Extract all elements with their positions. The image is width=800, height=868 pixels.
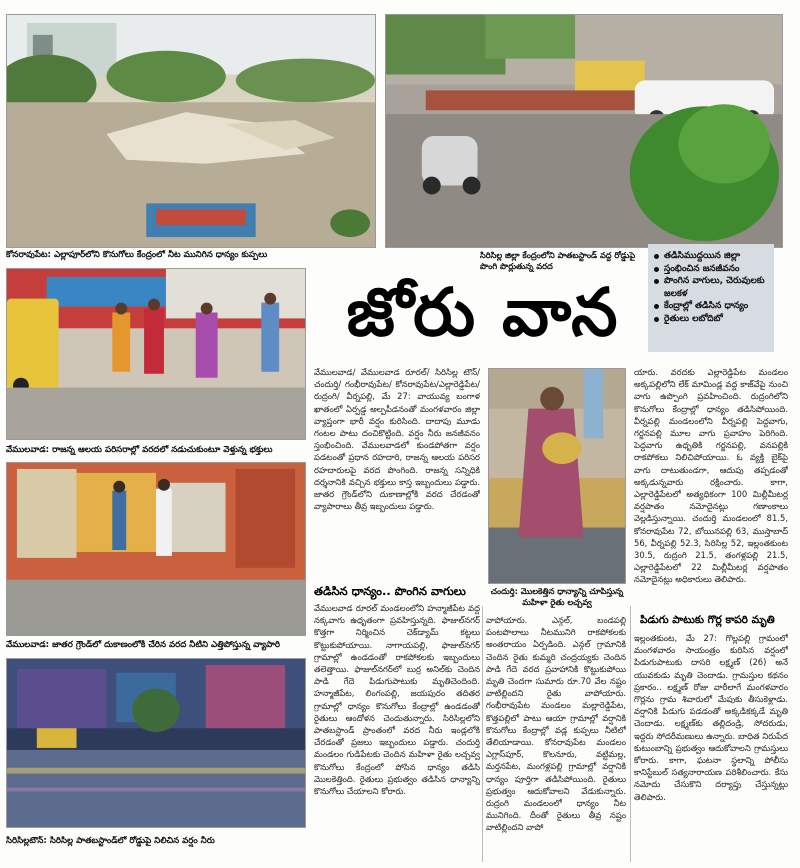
- caption-photo-1: కోనరావుపేట: ఎల్లాపూర్‌లోని కొనుగోలు కేంద్రంలో నీట మునిగిన ధాన్యం కుప్పలు: [6, 250, 268, 260]
- caption-photo-2: సిరిసిల్ల జిల్లా కేంద్రంలోని పాతబస్టాండ్ వద్ద రోడ్డుపై పొంగి పొర్లుతున్న వరద: [480, 250, 636, 271]
- article-paragraph: యారు. వరదకు ఎల్లారెడ్డిపేట మండలం అక్కపల్లిలోని లేక్ మామిండ్ల వద్ద కాజ్‌వేపై నుంచి వాగు ఉప్పొంగి ప్రవహించింది. రుద్రంగిలోని కొనుగోలు కేంద్రాల్లో ధాన్యం తడిసిపోయింది. వీర్నపల్లి మండలంలోని వీర్నపల్లి పెద్దవాగు, గర్జనపల్లి మూల వాగు ప్రవాహం పెరిగింది. పెద్దవాగు ఉధృతికి గర్జనపల్లి, వనపల్లికి రాకపోకలు నిలిచిపోయాయి. ఓ వ్యక్తి బైక్‌పై వాగు దాటుతుండగా, ఆదుపు తప్పడంతో అక్కడున్నవారు రక్షించారు. కాగా, ఎల్లారెడ్డిపేటలో అత్యధికంగా 100 మిల్లీమీటర్ల వర్షపాతం నమోదైనట్లు గణాంకాలు వెల్లడిస్తున్నాయి. చందుర్తి మండలంలో 81.5, కోనరావుపేట 72, బోయినపల్లి 63, ముస్తాబాద్ 56, వీర్నపల్లి 52.3, సిరిసిల్ల 52, ఇల్లంతకుంట 30.5, రుద్రంగి 21.5, తంగళ్లపల్లి 21.5, ఎల్లారెడ్డిపేటలో 22 మిల్లీమీటర్ల వర్షపాతం నమోదైనట్లు అధికారులు తెలిపారు.: [634, 367, 788, 585]
- photo-night-flood-busstand: [6, 658, 306, 828]
- highlight-item: కేంద్రాల్లో తడిసిన ధాన్యం: [654, 300, 770, 313]
- highlights-box: [648, 244, 774, 352]
- caption-photo-4: వేములవాడ: జాతర గ్రౌండ్‌లో దుకాణంలోకి చేరిన వరద నీటిని ఎత్తిపోస్తున్న వ్యాపారి: [6, 640, 280, 650]
- caption-photo-3: వేములవాడ: రాజన్న ఆలయ పరిసరాల్లో వరదలో నడుచుకుంటూ వెళ్తున్న భక్తులు: [6, 445, 273, 455]
- article-paragraph: ఇల్లంతకుంట, మే 27: గొల్లపల్లి గ్రామంలో మంగళవారం సాయంత్రం కురిసిన వర్షంలో పిడుగుపాటుకు దాసరి లక్ష్మణ్ (26) అనే యువకుడు మృతి చెందాడు. గ్రామస్తుల కథనం ప్రకారం.. లక్ష్మణ్ రోజు వారీలాగే మంగళవారం గొర్లను గ్రామ శివారులో మేపుకు తీసుకెళ్లాడు. వర్షానికి పిడుగు పడడంతో అక్కడికక్కడే మృతి చెందాడు. లక్ష్మణ్‌కు తల్లిదండ్రి, సోదరుడు, ఇద్దరు సోదరీమణులు ఉన్నారు. బాధిత నిరుపేద కుటుంబాన్ని ప్రభుత్వం ఆదుకోవాలని గ్రామస్తులు కోరారు. కాగా, ఘటనా స్థలాన్ని పోలీసు కానిస్టేబుల్ సత్యనారాయణ పరిశీలించారు. కేసు నమోదు చేసుకొని దర్యాప్తు చేస్తున్నట్లు తెలిపారు.: [634, 633, 788, 802]
- photo-devotees-in-flood: [6, 268, 306, 440]
- highlight-item: స్తంభించిన జనజీవనం: [654, 263, 770, 276]
- article-column-3-lightning: [634, 632, 788, 862]
- highlight-item: తడిసిముద్దయిన జిల్లా: [654, 250, 770, 263]
- caption-photo-6: చందుర్తి: మొలకెత్తిన ధాన్యాన్ని చూపిస్తున్న మహిళా రైతు లచ్చవ్వ: [490, 586, 624, 607]
- article-paragraph: వేములవాడ/ వేములవాడ రూరల్/ సిరిసిల్ల టౌన్/ చందుర్తి/ గంభీరావుపేట/ కోనరావుపేట/ఎల్లారెడ్డిపేట/ రుద్రంగి/ వీర్నపల్లి, మే 27: వాయువ్య బంగాళ ఖాతంలో ఏర్పడ్డ అల్పపీడనంతో మంగళవారం జిల్లా వ్యాప్తంగా భారీ వర్షం కురిసింది. దాదాపు మూడు గంటల పాటు దంచికొట్టింది. వర్షం నీరు జనజీవనం స్తంభించింది. వేములవాడలో కుండపోతగా వర్షం పడటంతో ప్రధాన రహదారి, రాజన్న ఆలయ పరిసర రహదారులపై వరద పొంగింది. రాజన్న సన్నిధికి దర్శనానికి వచ్చిన భక్తులు కాస్త ఇబ్బందులు పడ్డారు. జాతర గ్రౌండ్‌లోని దుకాణాల్లోకి వరద చేరడంతో వ్యాపారాలు తీవ్ర ఇబ్బందులు పడ్డారు.: [314, 367, 480, 512]
- highlight-item: రైతులు లబోదిబో: [654, 313, 770, 326]
- article-column-1-continued: [314, 602, 480, 862]
- caption-photo-5: సిరిసిల్లటౌన్: సిరిసిల్ల పాతబస్టాండ్‌లో రోడ్డుపై నిలిచిన వర్షం నీరు: [6, 836, 215, 846]
- subheading-wet-grain: తడిసిన ధాన్యం.. పొంగిన వాగులు: [314, 584, 466, 598]
- subheading-lightning-death: పిడుగు పాటుకు గొర్ల కాపరి మృతి: [640, 614, 775, 626]
- article-paragraph: వాపోయారు. ఎన్గల్, బండపల్లి పంటపొలాలు నీటమునిగి రాకపోకలకు అంతరాయం ఏర్పడింది. ఎన్గల్ గ్రామానికి చెందిన రైతు కుమ్మరి చంద్రయ్యకు చెందిన పాడి గేదె వరద ప్రవాహానికి కొట్టుకుపోయి మృతి చెందగా సుమారు రూ.70 వేల నష్టం వాటిల్లిందని రైతు వాపోయారు. గంభీరావుపేట మండలం మల్లారెడ్డిపేట, కొత్తపల్లిలో పాటు ఆయా గ్రామాల్లో వర్షానికి కొనుగోలు కేంద్రాల్లో వడ్ల కుప్పలు నీటిలో తేలియాడాయి. కోనరావుపేట మండలం ఎగ్లాస్‌పూర్, కొలనూరు, వట్టిమల్ల, మర్తనపేట, మంగళ్లపల్లి గ్రామాల్లో వర్షానికి ధాన్యం పూర్తిగా తడిసిపోయింది. రైతులు ప్రభుత్వం ఆదుకోవాలని వేడుకున్నారు. రుద్రంగి మండలంలో ధాన్యం నీట మునిగింది. దీంతో రైతులు తీవ్ర నష్టం వాటిల్లిందని వాపో: [486, 615, 626, 833]
- photo-woman-farmer-sprouted-grain: [488, 368, 626, 584]
- photo-flooded-road-old-busstand: [385, 14, 783, 248]
- highlight-item: పొంగిన వాగులు, చెరువులకు జలకళ: [654, 275, 770, 300]
- article-column-2: [486, 614, 626, 862]
- photo-flooded-grain-center: [6, 14, 376, 248]
- divider: [482, 606, 483, 862]
- divider: [630, 606, 631, 862]
- article-paragraph: వేములవాడ రూరల్ మండలంలోని హన్మాజీపేట వద్ద నక్కవాగు ఉధృతంగా ప్రవహిస్తున్నది. ఫాజుల్‌నగర్ కొత్తగా నిర్మించిన చెక్‌డ్యామ్‌ కట్టలు కొట్టుకుపోయాయి. నాగాయపల్లి, ఫాజుల్‌నగర్ గ్రామాల్లో ఉండడంతో రాకపోకలకు ఇబ్బందులు తలెత్తాయి. ఫాజుల్‌నగర్‌లో బుర్ర అనిల్‌కు చెందిన పాడి గేదె పిడుగుపాటుకు మృతిచెందింది. హన్మాజీపేట, లింగంపల్లి, జయపురం తదితర గ్రామాల్లో ధాన్యం కొనుగోలు కేంద్రాల్లో ఉండడంతో రైతులు ఆందోళన చెందుతున్నారు. సిరిసిల్లలోని పాతబస్టాండ్ ప్రాంతంలో వరద నీరు ఇండ్లలోకి చేరడంతో ప్రజలు ఇబ్బందులు పడ్డారు. చందుర్తి మండలం గుడిపేటకు చెందిన మహిళా రైతు లచ్చవ్వ కొనుగోలు కేంద్రంలో పోసిన ధాన్యం తడిసి మొలకెత్తింది. రైతులు ప్రభుత్వం తడిసిన ధాన్యాన్ని కొనుగోలు చేయాలని కోరారు.: [314, 603, 480, 797]
- article-column-3: [634, 366, 788, 604]
- headline: జోరు వాన: [346, 274, 620, 351]
- article-column-1-intro: [314, 366, 480, 580]
- photo-shop-flood-vendor: [6, 462, 306, 636]
